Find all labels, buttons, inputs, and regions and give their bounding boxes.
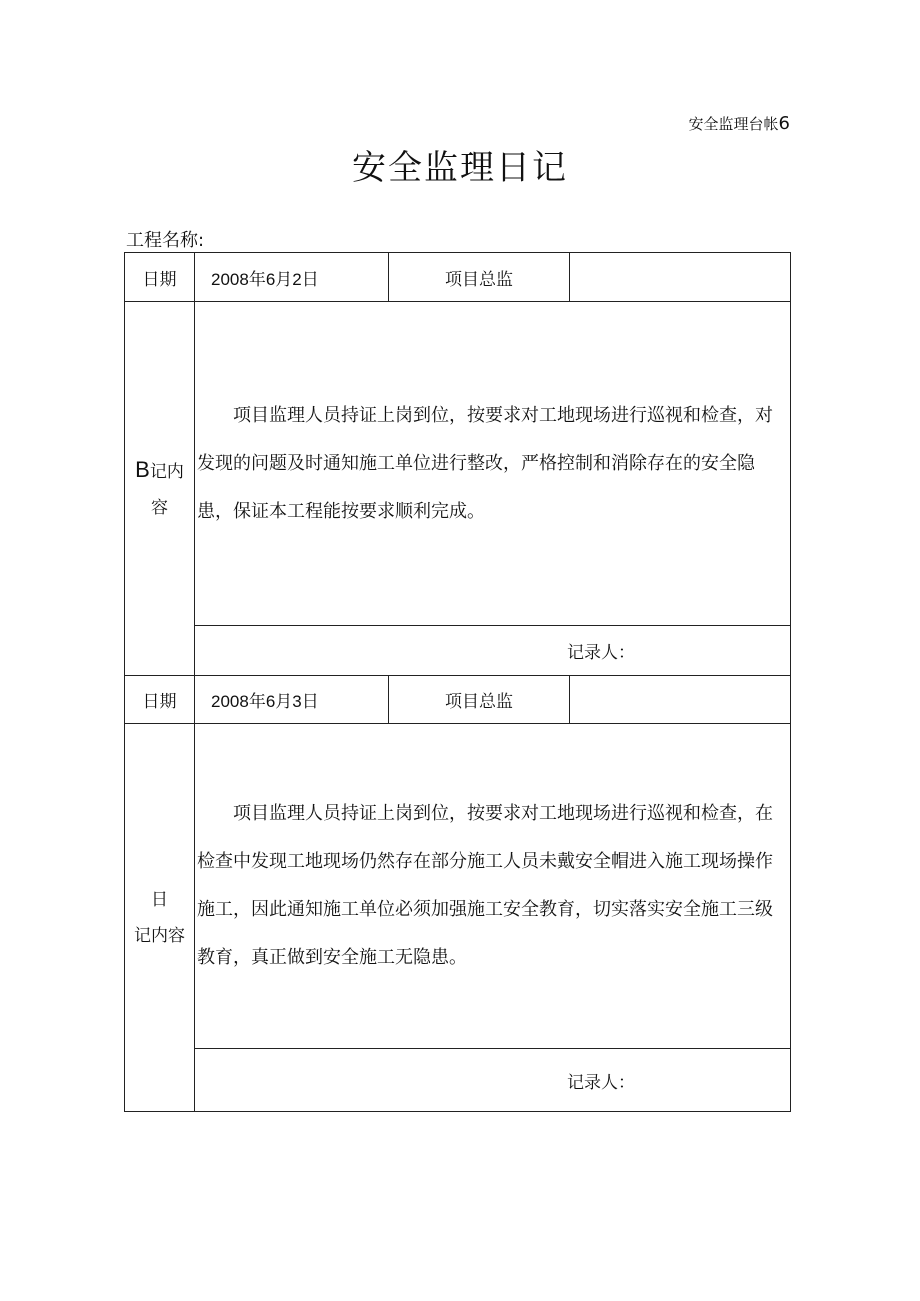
entry-1-content-cell	[195, 302, 791, 626]
entry-2-recorder-label: 记录人：	[195, 1049, 791, 1112]
entry-1-header-row	[125, 253, 791, 302]
entry-2-date-label: 日期	[125, 676, 195, 724]
ledger-reference-text: 安全监理台帐	[688, 115, 779, 133]
entry-2-content-row	[125, 724, 791, 1049]
entry-1-side-label-b: 记内	[149, 461, 184, 482]
entry-1-date-value: 2008年6月2日	[195, 253, 389, 302]
page-title: 安全监理日记	[352, 148, 568, 188]
entry-2-header-row	[125, 676, 791, 724]
entry-2-side-label	[125, 724, 195, 1112]
entry-1-side-label-a: B	[135, 456, 150, 482]
entry-1-recorder-label: 记录人：	[195, 626, 791, 676]
entry-2-supervisor-label: 项目总监	[389, 676, 570, 724]
entry-1-recorder-row	[125, 626, 791, 676]
entry-2-side-label-b: 记内容	[134, 925, 185, 946]
entry-1-side-label	[125, 302, 195, 676]
entry-2-content-text: 项目监理人员持证上岗到位，按要求对工地现场进行巡视和检查，在检查中发现工地现场仍然存在部分施工人员未戴安全帽进入施工现场操作施工，因此通知施工单位必须加强施工安全教育，切实落实安全施工三级教育，真正做到安全施工无隐患。	[197, 803, 773, 968]
entry-2-content-cell	[195, 724, 791, 1049]
entry-1-side-label-c: 容	[151, 497, 168, 518]
entry-1-date-label: 日期	[125, 253, 195, 302]
entry-2-side-label-a: 日	[151, 889, 168, 910]
ledger-reference-number: 6	[778, 113, 790, 134]
ledger-reference	[689, 113, 790, 134]
project-name-label: 工程名称:	[126, 230, 205, 251]
entry-1-content-row	[125, 302, 791, 626]
entry-2-recorder-row	[125, 1049, 791, 1112]
entry-1-supervisor-label: 项目总监	[389, 253, 570, 302]
diary-table	[124, 252, 791, 1112]
entry-2-date-value: 2008年6月3日	[195, 676, 389, 724]
entry-2-supervisor-value	[570, 676, 791, 724]
entry-1-supervisor-value	[570, 253, 791, 302]
entry-1-content-text: 项目监理人员持证上岗到位，按要求对工地现场进行巡视和检查，对发现的问题及时通知施工单位进行整改，严格控制和消除存在的安全隐患，保证本工程能按要求顺利完成。	[197, 404, 773, 522]
